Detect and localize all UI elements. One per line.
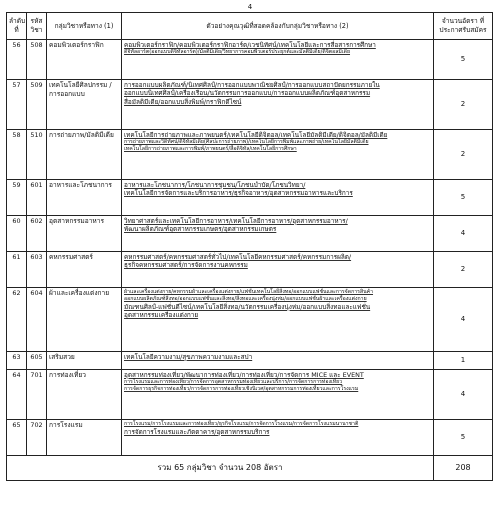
- row-code: 510: [27, 130, 47, 180]
- example-line: อุตสาหกรรมเครื่องแต่งกาย: [124, 311, 199, 320]
- example-line: เทคโนโลยีความงาม/สุขภาพความงามและสปา: [124, 353, 253, 361]
- header-count: จำนวนอัตรา ที่ประกาศรับสมัคร: [434, 13, 493, 40]
- example-line: ออกแบบนิเทศศิลป์/เครื่องเรือน/นวัตกรรมการออกแบบ/การออกแบบผลิตภัณฑ์อุตสาหกรรม: [124, 89, 371, 98]
- table-row: [7, 130, 493, 180]
- row-group: การโรงแรม: [47, 420, 122, 456]
- table-header-row: [7, 13, 493, 40]
- row-count: 5: [434, 40, 493, 80]
- row-order: 57: [7, 80, 27, 130]
- example-line: ออกแบบผลิตภัณฑ์สิ่งทอ/ออกแบบแฟชั่นและสิ่งทอ/สิ่งทอและเครื่องนุ่งห่ม/ออกแบบแฟชั่นผ้าและเครื่องแต่งกาย: [124, 295, 367, 302]
- row-example: [122, 352, 434, 370]
- row-count: 2: [434, 252, 493, 288]
- example-line: คอมพิวเตอร์กราฟิก/คอมพิวเตอร์กราฟิกอาร์ต/เวชนิทัศน์/เทคโนโลยีและการสื่อสารการศึกษา: [124, 41, 376, 49]
- row-group: คหกรรมศาสตร์: [47, 252, 122, 288]
- row-order: 64: [7, 370, 27, 420]
- row-order: 62: [7, 288, 27, 352]
- row-group: การท่องเที่ยว: [47, 370, 122, 420]
- table-row: [7, 80, 493, 130]
- row-order: 63: [7, 352, 27, 370]
- row-group: ผ้าและเครื่องแต่งกาย: [47, 288, 122, 352]
- row-example: [122, 370, 434, 420]
- row-group: เทคโนโลยีศิลปกรรม /การออกแบบ: [47, 80, 122, 130]
- row-code: 508: [27, 40, 47, 80]
- table-row: [7, 370, 493, 420]
- example-line: เทคโนโลยีการจัดการและบริการอาหาร/ธุรกิจอาหาร/อุตสาหกรรมอาหารและบริการ: [124, 189, 353, 198]
- example-line: การโรงแรม/การโรงแรมและการท่องเที่ยว/ธุรกิจโรงแรม/การจัดการโรงแรม/การจัดการโรงแรมนานาชาติ: [124, 421, 359, 427]
- row-code: 701: [27, 370, 47, 420]
- example-line: คหกรรมศาสตร์/คหกรรมศาสตร์ทั่วไป/เทคโนโลยีคหกรรมศาสตร์/คหกรรมการผลิต/: [124, 253, 352, 261]
- row-count: 2: [434, 80, 493, 130]
- row-example: [122, 180, 434, 216]
- row-code: 603: [27, 252, 47, 288]
- row-example: [122, 130, 434, 180]
- table-row: [7, 420, 493, 456]
- row-group: คอมพิวเตอร์กราฟิก: [47, 40, 122, 80]
- row-example: [122, 40, 434, 80]
- row-count: 1: [434, 352, 493, 370]
- table-row: [7, 40, 493, 80]
- row-count: 4: [434, 288, 493, 352]
- row-example: [122, 216, 434, 252]
- row-group: อุตสาหกรรมอาหาร: [47, 216, 122, 252]
- row-order: 59: [7, 180, 27, 216]
- row-count: 4: [434, 370, 493, 420]
- row-code: 702: [27, 420, 47, 456]
- total-value: 208: [434, 456, 493, 481]
- example-line: พัฒนาผลิตภัณฑ์อุตสาหกรรมเกษตร/อุตสาหกรรมเกษตร: [124, 225, 277, 234]
- table-row: [7, 216, 493, 252]
- row-group: การถ่ายภาพ/มัลติมีเดีย: [47, 130, 122, 180]
- total-row: [7, 456, 493, 481]
- table-row: [7, 180, 493, 216]
- row-example: [122, 252, 434, 288]
- row-code: 601: [27, 180, 47, 216]
- positions-table: [6, 12, 493, 481]
- example-line: สื่อมัลติมีเดีย/ออกแบบสิ่งพิมพ์/กราฟิกดีไซน์: [124, 97, 242, 106]
- row-example: [122, 288, 434, 352]
- row-group: เสริมสวย: [47, 352, 122, 370]
- example-line: อุตสาหกรรมท่องเที่ยว/พัฒนาการท่องเที่ยว/การท่องเที่ยว/การจัดการ MICE และ EVENT: [124, 371, 364, 379]
- row-code: 604: [27, 288, 47, 352]
- example-line: ดิจิทัลอาร์ต(ออกแบบดิจิทัลอาร์ต)/มัลติมีเดีย/วิทยาการคอมพิวเตอร์ประยุกต์และมัลติมีเดีย/ดิจิตอลมีเดีย: [124, 49, 351, 56]
- example-line: การจัดการโรงแรมและภัตตาคาร/อุตสาหกรรมบริการ: [124, 427, 270, 436]
- row-code: 509: [27, 80, 47, 130]
- table-row: [7, 288, 493, 352]
- example-line: อาหารและโภชนาการ/โภชนาการชุมชน/โภชนบำบัด/โภชนวิทยา/: [124, 181, 306, 189]
- row-count: 4: [434, 216, 493, 252]
- example-line: ธุรกิจคหกรรมศาสตร์/การจัดการงานคหกรรม: [124, 261, 248, 270]
- example-line: การถ่ายภาพและวีดิทัศน์/ดิจิทัลมีเดีย(ศิลปะการถ่ายภาพ)/เทคโนโลยีการพิมพ์และภาพถ่าย/เทคโนโลยีมัลติมีเดีย: [124, 139, 369, 146]
- row-order: 65: [7, 420, 27, 456]
- example-line: เทคโนโลยีการถ่ายภาพและการพิมพ์/ภาพยนตร์/สื่อดิจิทัล/เทคโนโลยีการศึกษา: [124, 146, 297, 153]
- page-number: 4: [247, 3, 253, 11]
- example-line: ผ้าและเครื่องแต่งกาย/คหกรรมผ้าและเครื่องแต่งกาย/แฟชั่นเทคโนโลยีสิ่งทอ/ออกแบบแฟชั่นและการจัดการสินค้า: [124, 289, 374, 295]
- row-code: 605: [27, 352, 47, 370]
- row-order: 58: [7, 130, 27, 180]
- row-count: 5: [434, 420, 493, 456]
- header-order: ลำดับที่: [7, 13, 27, 40]
- example-line: การออกแบบผลิตภัณฑ์/นิเทศศิลป์/การออกแบบพาณิชยศิลป์/การออกแบบสถาปัตยกรรมภายใน: [124, 81, 380, 89]
- row-group: อาหารและโภชนาการ: [47, 180, 122, 216]
- row-order: 60: [7, 216, 27, 252]
- row-count: 2: [434, 130, 493, 180]
- row-example: [122, 80, 434, 130]
- row-order: 56: [7, 40, 27, 80]
- example-line: การจัดการธุรกิจการท่องเที่ยว/การจัดการการท่องเที่ยวเชิงนิเวศ/อุตสาหกรรมการท่องเที่ยวและการโรงแรม: [124, 386, 359, 393]
- example-line: มัณฑนศิลป์-แฟชั่นดีไซน์/เทคโนโลยีสิ่งทอ/นวัตกรรมเครื่องนุ่งห่ม/ออกแบบสิ่งทอและแฟชั่น: [124, 302, 371, 311]
- row-example: [122, 420, 434, 456]
- table-row: [7, 352, 493, 370]
- example-line: เทคโนโลยีการถ่ายภาพและภาพยนตร์/เทคโนโลยีดิจิตอล/เทคโนโลยีมัลติมีเดีย/ดิจิตอล/มัลติมีเดีย: [124, 131, 388, 139]
- header-group: กลุ่มวิชาหรือทาง (1): [47, 13, 122, 40]
- row-count: 5: [434, 180, 493, 216]
- example-line: การโรงแรมและการท่องเที่ยว/การจัดการอุตสาหกรรมท่องเที่ยวและบริการ/การจัดการการท่องเที่ยว: [124, 379, 343, 386]
- header-example: ตัวอย่างคุณวุฒิที่สอดคล้องกับกลุ่มวิชาหรือทาง (2): [122, 13, 434, 40]
- table-row: [7, 252, 493, 288]
- example-line: วิทยาศาสตร์และเทคโนโลยีการอาหาร/เทคโนโลยีการอาหาร/อุตสาหกรรมอาหาร/: [124, 217, 348, 225]
- header-code: รหัส วิชา: [27, 13, 47, 40]
- row-code: 602: [27, 216, 47, 252]
- row-order: 61: [7, 252, 27, 288]
- total-label: รวม 65 กลุ่มวิชา จำนวน 208 อัตรา: [7, 456, 434, 481]
